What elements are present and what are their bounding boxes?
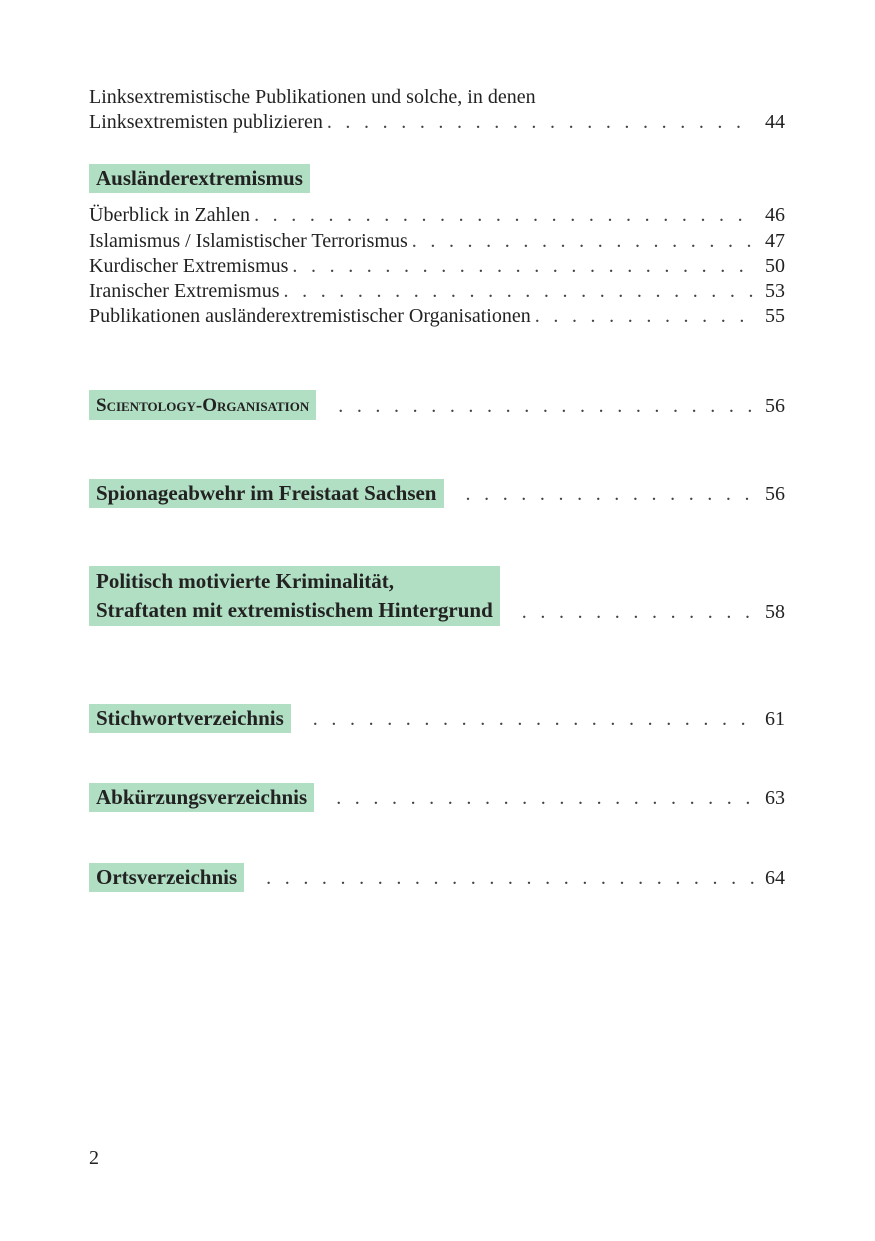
dot-leader — [412, 229, 755, 254]
dot-leader — [254, 203, 755, 228]
section-heading-abkuerzungsverzeichnis[interactable] — [89, 783, 785, 812]
toc-entry-label: Islamismus / Islamistischer Terrorismus — [89, 230, 408, 252]
section-heading-label: Spionageabwehr im Freistaat Sachsen — [89, 479, 444, 508]
section-heading-label: Ausländerextremismus — [89, 164, 310, 193]
section-heading-line2: Straftaten mit extremistischem Hintergrund — [96, 598, 493, 622]
dot-leader — [284, 279, 756, 304]
toc-entry-label: Linksextremisten publizieren — [89, 111, 323, 133]
section-heading-stichwortverzeichnis[interactable] — [89, 704, 785, 733]
dot-leader — [327, 110, 755, 135]
section-heading-label — [89, 566, 500, 626]
toc-page-number: 44 — [765, 111, 785, 133]
toc-entry-label: Publikationen ausländerextremistischer Organisationen — [89, 305, 531, 327]
toc-entry-label: Iranischer Extremismus — [89, 280, 280, 302]
toc-entry-iranischer-extremismus[interactable] — [89, 279, 785, 304]
dot-leader — [338, 396, 755, 416]
toc-entry-label: Kurdischer Extremismus — [89, 255, 289, 277]
page-number: 2 — [89, 1147, 99, 1169]
toc-page-number: 50 — [765, 255, 785, 277]
section-heading-text: Scientology-Organisation — [96, 395, 310, 416]
toc-page-number: 56 — [765, 483, 785, 505]
toc-page-number: 46 — [765, 204, 785, 226]
dot-leader — [535, 304, 755, 329]
section-heading-label: Stichwortverzeichnis — [89, 704, 291, 733]
toc-page-number: 47 — [765, 230, 785, 252]
dot-leader — [292, 254, 755, 279]
toc-entry-label: Überblick in Zahlen — [89, 204, 251, 226]
section-heading-label: Ortsverzeichnis — [89, 863, 244, 892]
toc-entry-publikationen-auslaenderextremistischer-organisationen[interactable] — [89, 304, 785, 329]
dot-leader — [313, 709, 755, 729]
toc-page-number: 64 — [765, 867, 785, 889]
toc-entry-islamismus[interactable] — [89, 229, 785, 254]
section-heading-auslaenderextremismus[interactable] — [89, 164, 310, 193]
section-heading-label — [89, 390, 316, 420]
toc-page-number: 58 — [765, 601, 785, 623]
toc-entry-kurdischer-extremismus[interactable] — [89, 254, 785, 279]
section-heading-spionageabwehr[interactable] — [89, 479, 785, 508]
toc-page-number: 53 — [765, 280, 785, 302]
toc-entry-linksextremistische-publikationen-line1: Linksextremistische Publikationen und solche, in denen — [89, 86, 536, 108]
dot-leader — [266, 868, 755, 888]
dot-leader — [522, 602, 755, 622]
toc-page-number: 56 — [765, 395, 785, 417]
toc-entry-linksextremistische-publikationen[interactable] — [89, 110, 785, 135]
section-heading-label: Abkürzungsverzeichnis — [89, 783, 314, 812]
dot-leader — [336, 788, 755, 808]
section-heading-line1: Politisch motivierte Kriminalität, — [96, 569, 395, 593]
section-heading-politisch-motivierte-kriminalitaet[interactable] — [89, 566, 785, 626]
toc-page-number: 55 — [765, 305, 785, 327]
toc-entry-ueberblick-in-zahlen[interactable] — [89, 203, 785, 228]
section-heading-ortsverzeichnis[interactable] — [89, 863, 785, 892]
toc-page-number: 63 — [765, 787, 785, 809]
toc-page-number: 61 — [765, 708, 785, 730]
dot-leader — [466, 484, 756, 504]
section-heading-scientology-organisation[interactable] — [89, 390, 785, 420]
